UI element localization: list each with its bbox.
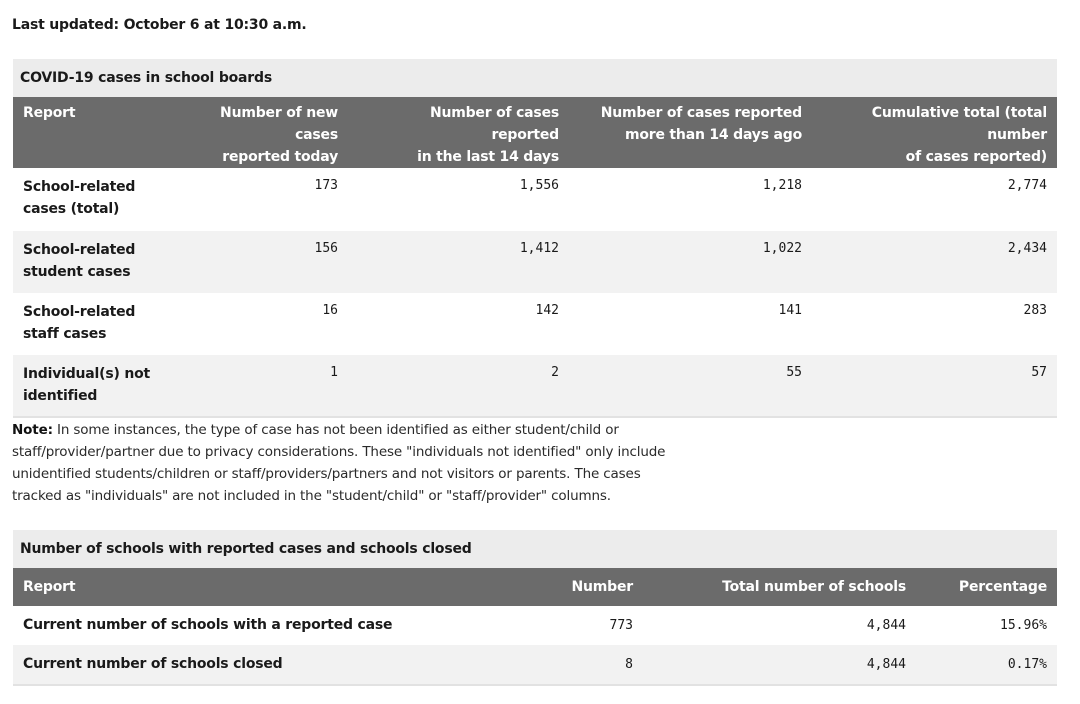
header-number: Number — [513, 568, 643, 606]
cell-percentage: 0.17% — [916, 645, 1057, 685]
row-label: School-related cases (total) — [23, 179, 136, 217]
cell-new-today: 156 — [171, 231, 348, 293]
cell-percentage: 15.96% — [1000, 618, 1047, 633]
cases-table-caption: COVID-19 cases in school boards — [13, 59, 1057, 97]
header-last-14-days: Number of cases reported in the last 14 days — [348, 97, 569, 168]
cell-total-schools: 4,844 — [866, 618, 906, 633]
schools-table-caption: Number of schools with reported cases and schools closed — [13, 530, 1057, 568]
cell-last-14-days: 1,412 — [348, 231, 569, 293]
row-label: School-related staff cases — [23, 304, 136, 342]
cell-older: 1,218 — [762, 178, 802, 193]
note-prefix: Note: — [12, 422, 53, 438]
note-text: In some instances, the type of case has not been identified as either student/child or staff/provider/partner due to privacy considerations. These "individuals not identified" only include unidentified students/children or staff/providers/partners and not visitors or parents. The cases tracked as "individuals" are not included in the "student/child" or "staff/provider" columns. — [12, 422, 666, 504]
cell-cumulative: 2,434 — [812, 231, 1057, 293]
last-updated-text: Last updated: October 6 at 10:30 a.m. — [12, 17, 307, 33]
row-label: Individual(s) not identified — [13, 355, 171, 417]
cases-table-container — [13, 59, 1057, 418]
cell-new-today: 16 — [322, 303, 338, 318]
header-report: Report — [13, 97, 171, 168]
cell-cumulative: 2,774 — [1007, 178, 1047, 193]
table-row — [13, 645, 1057, 685]
header-new-today: Number of new cases reported today — [171, 97, 348, 168]
cell-last-14-days: 1,556 — [519, 178, 559, 193]
cell-new-today: 1 — [171, 355, 348, 417]
row-label: Current number of schools with a reported case — [23, 617, 393, 633]
table-row — [13, 293, 1057, 355]
schools-table — [13, 568, 1057, 686]
header-total-schools: Total number of schools — [643, 568, 916, 606]
row-label: School-related student cases — [13, 231, 171, 293]
cell-number: 8 — [513, 645, 643, 685]
header-report: Report — [13, 568, 513, 606]
schools-table-header-row — [13, 568, 1057, 606]
header-percentage: Percentage — [916, 568, 1057, 606]
cell-older: 141 — [778, 303, 802, 318]
table-row — [13, 606, 1057, 645]
cell-older: 55 — [569, 355, 812, 417]
cell-number: 773 — [609, 618, 633, 633]
cell-new-today: 173 — [314, 178, 338, 193]
cases-table-header-row — [13, 97, 1057, 168]
cell-cumulative: 57 — [812, 355, 1057, 417]
row-label: Current number of schools closed — [13, 645, 513, 685]
header-older-than-14-days: Number of cases reported more than 14 days ago — [569, 97, 812, 168]
cell-last-14-days: 142 — [535, 303, 559, 318]
table-row — [13, 355, 1057, 417]
cell-last-14-days: 2 — [348, 355, 569, 417]
cell-cumulative: 283 — [1023, 303, 1047, 318]
cases-table — [13, 97, 1057, 418]
table-row — [13, 168, 1057, 231]
privacy-note — [12, 419, 692, 507]
cell-total-schools: 4,844 — [643, 645, 916, 685]
header-cumulative-total: Cumulative total (total number of cases reported) — [812, 97, 1057, 168]
table-row — [13, 231, 1057, 293]
schools-table-container — [13, 530, 1057, 686]
cell-older: 1,022 — [569, 231, 812, 293]
